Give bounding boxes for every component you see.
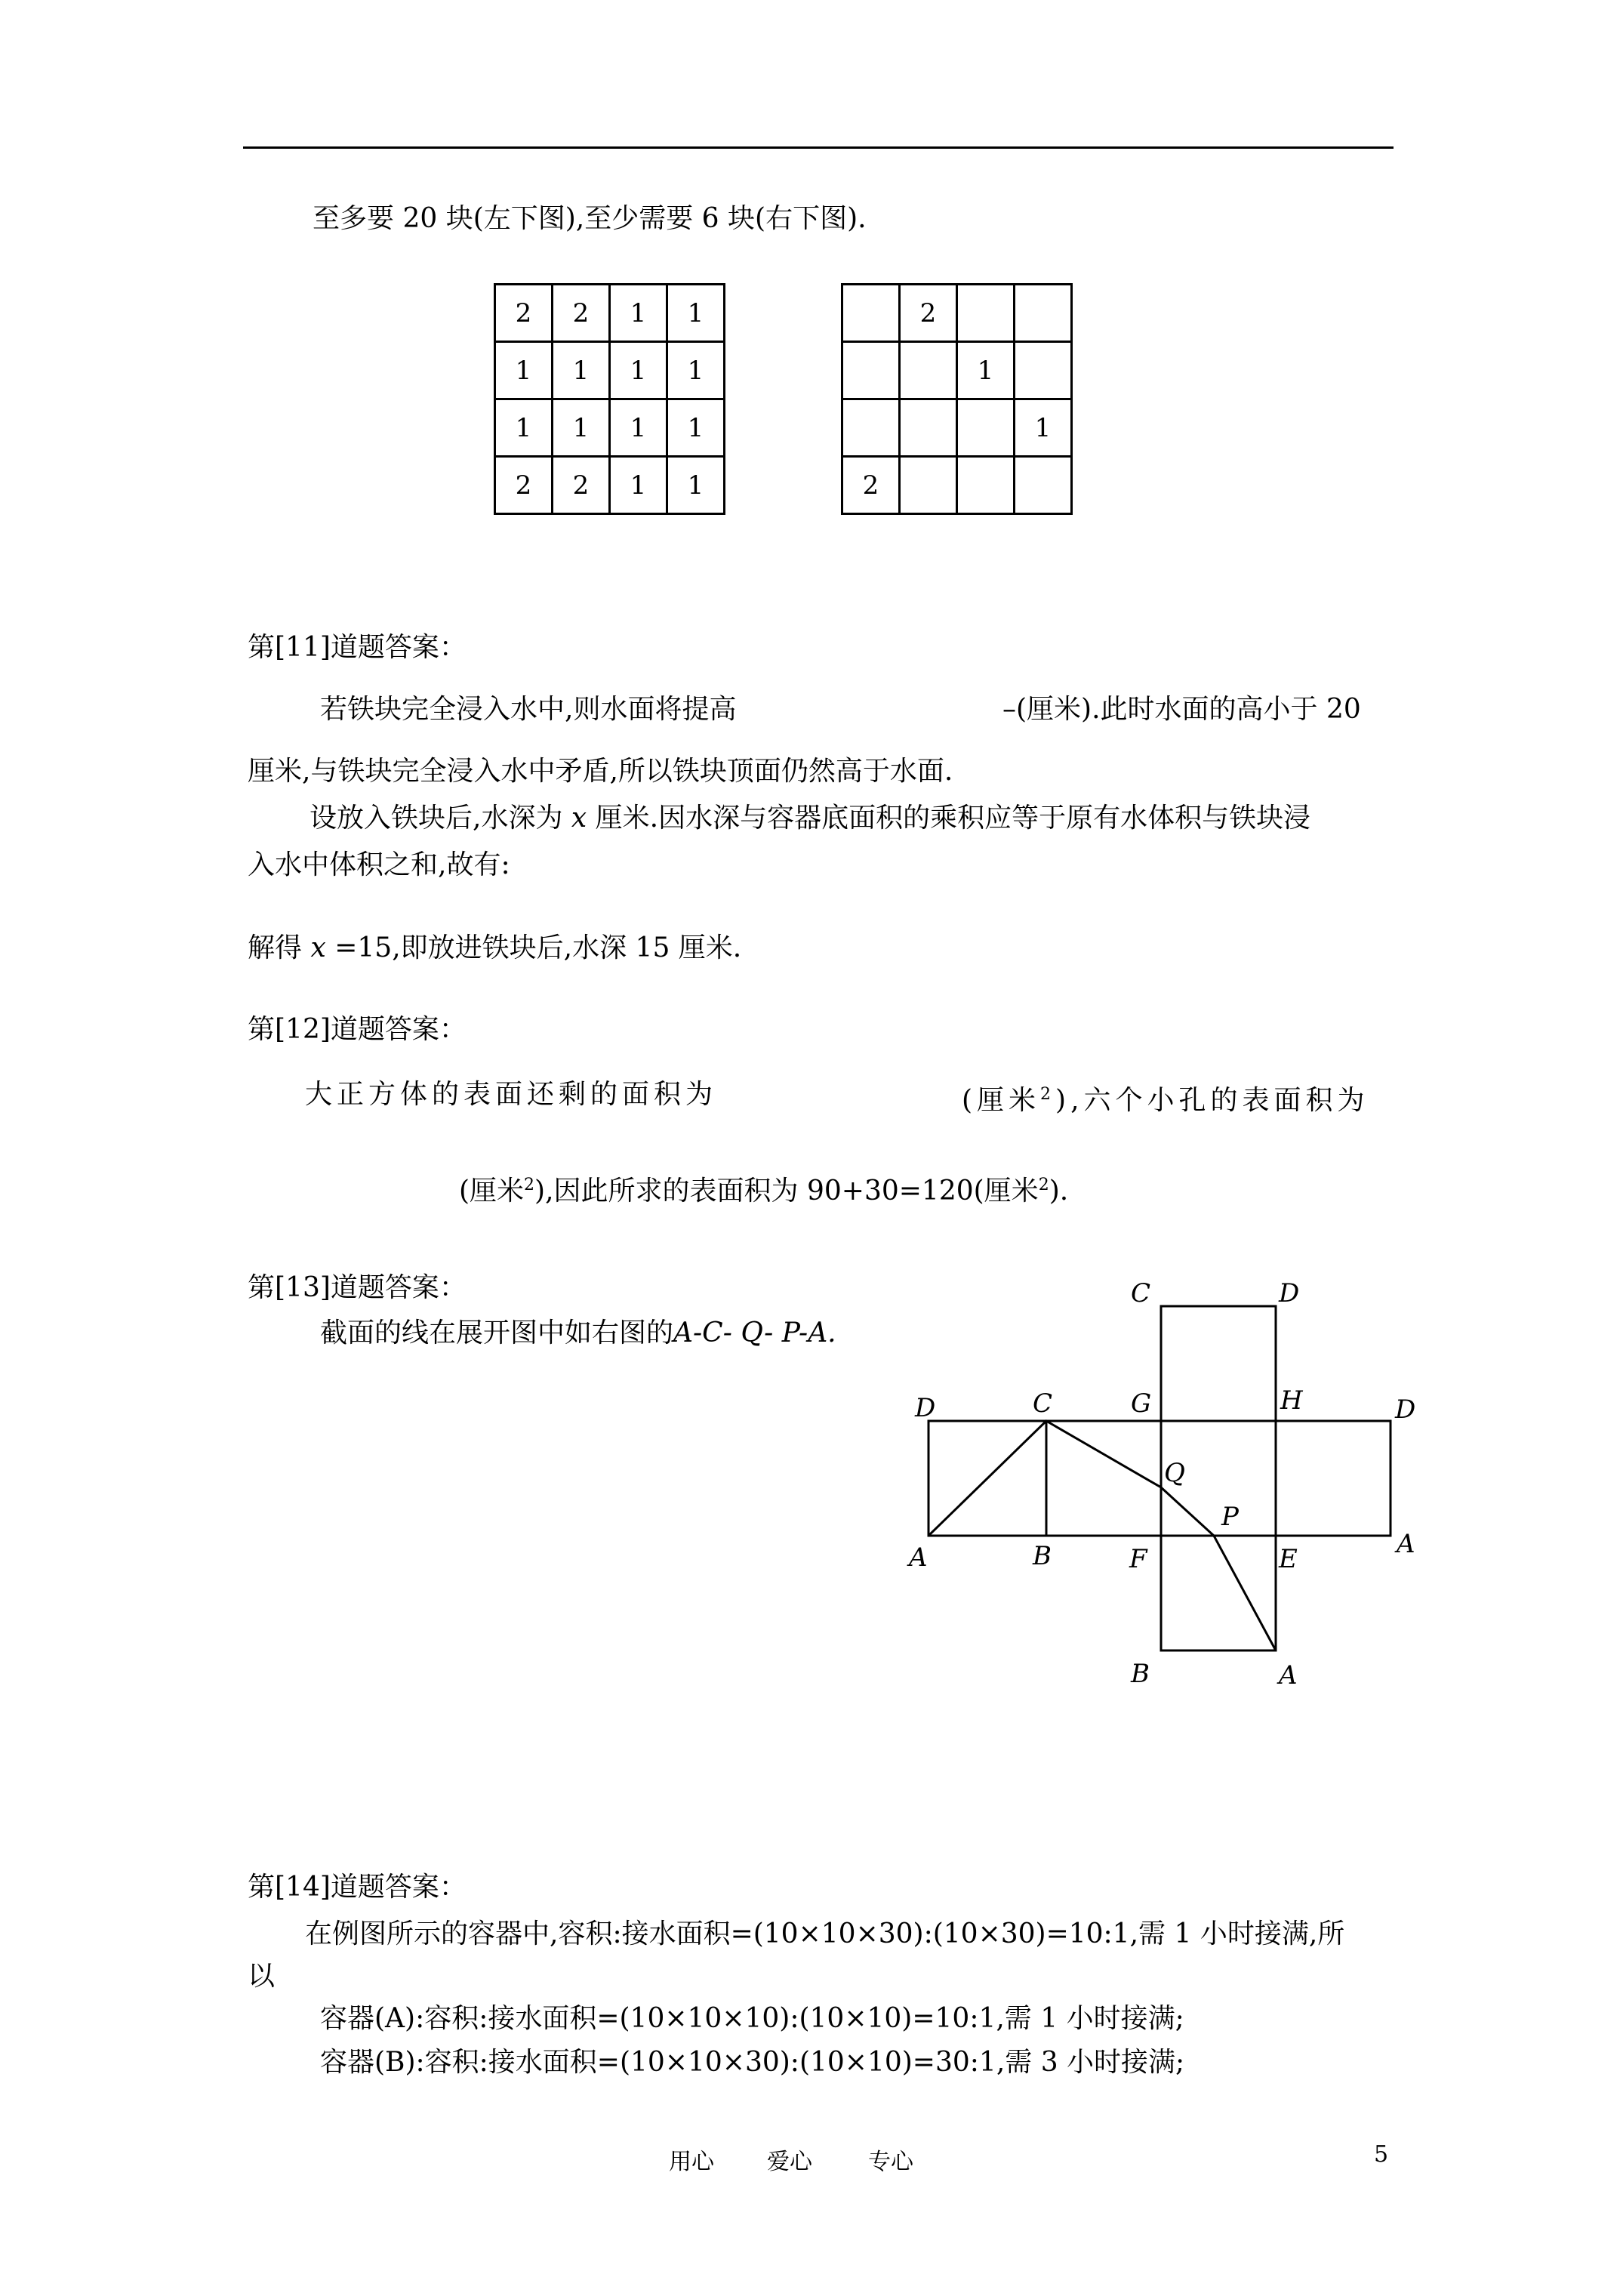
grid-cell bbox=[957, 285, 1015, 342]
grid-cell: 1 bbox=[495, 399, 553, 457]
q11-line5-a: 解得 bbox=[248, 932, 303, 963]
grid-cell: 1 bbox=[553, 342, 610, 399]
q11-line5 bbox=[248, 932, 741, 965]
grid-cell: 2 bbox=[495, 285, 553, 342]
q12-line1b-c: ),六个小孔的表面积为 bbox=[1055, 1085, 1369, 1116]
q14-line1: 在例图所示的容器中,容积:接水面积=(10×10×30):(10×30)=10:1,需 1 小时接满,所 bbox=[305, 1918, 1345, 1949]
grid-right bbox=[841, 283, 1073, 515]
label-c-mid: C bbox=[1033, 1388, 1053, 1419]
q14-title: 第[14]道题答案： bbox=[248, 1872, 467, 1903]
label-a-bottom: A bbox=[1279, 1660, 1298, 1690]
q12-line2-b: ),因此所求的表面积为 90+30=120(厘米 bbox=[534, 1176, 1039, 1207]
q14-line1b: 以 bbox=[248, 1961, 276, 1992]
label-g: G bbox=[1131, 1388, 1152, 1419]
grid-cell: 2 bbox=[495, 457, 553, 514]
grid-cell bbox=[1015, 285, 1072, 342]
grid-cell bbox=[842, 399, 900, 457]
label-b-bottom: B bbox=[1131, 1659, 1150, 1689]
label-q: Q bbox=[1164, 1458, 1185, 1488]
page-number: 5 bbox=[1374, 2141, 1389, 2168]
grid-cell bbox=[900, 457, 957, 514]
label-d-top: D bbox=[1279, 1278, 1300, 1308]
grid-cell: 2 bbox=[900, 285, 957, 342]
q11-line1b: –(厘米).此时水面的高小于 20 bbox=[1002, 694, 1361, 725]
grid-cell: 1 bbox=[667, 342, 725, 399]
label-a-left: A bbox=[909, 1542, 928, 1573]
q12-line1b-sup: 2 bbox=[1040, 1085, 1056, 1104]
q11-line2: 厘米,与铁块完全浸入水中矛盾,所以铁块顶面仍然高于水面. bbox=[248, 756, 953, 787]
q13-line1-a: 截面的线在展开图中如右图的 bbox=[320, 1318, 674, 1348]
label-a-right: A bbox=[1397, 1529, 1415, 1559]
q12-line2-sup2: 2 bbox=[1038, 1176, 1049, 1194]
grid-cell: 1 bbox=[610, 399, 667, 457]
q12-title: 第[12]道题答案： bbox=[248, 1014, 467, 1045]
q12-line2-sup: 2 bbox=[524, 1176, 535, 1194]
q11-line3 bbox=[310, 802, 1310, 835]
grid-cell: 2 bbox=[842, 457, 900, 514]
q11-line3-b: 厘米.因水深与容器底面积的乘积应等于原有水体积与铁块浸 bbox=[595, 803, 1311, 834]
grid-cell: 1 bbox=[553, 399, 610, 457]
grid-left bbox=[494, 283, 725, 515]
grid-cell bbox=[842, 342, 900, 399]
label-d-left: D bbox=[915, 1393, 936, 1423]
net-face-top bbox=[1161, 1306, 1276, 1421]
grid-cell: 1 bbox=[667, 285, 725, 342]
variable-x: x bbox=[310, 932, 326, 963]
q11-line4: 入水中体积之和,故有: bbox=[248, 849, 510, 880]
grid-cell bbox=[900, 399, 957, 457]
grid-cell: 1 bbox=[495, 342, 553, 399]
q12-line1b-a: (厘米 bbox=[962, 1085, 1041, 1116]
q14-line2: 容器(A):容积:接水面积=(10×10×10):(10×10)=10:1,需 1 小时接满; bbox=[320, 2003, 1184, 2034]
grid-cell bbox=[1015, 457, 1072, 514]
net-face-bottom bbox=[1161, 1536, 1276, 1650]
grid-cell: 1 bbox=[1015, 399, 1072, 457]
grid-cell bbox=[957, 399, 1015, 457]
label-e: E bbox=[1279, 1544, 1298, 1574]
label-p: P bbox=[1221, 1502, 1239, 1532]
footer-word-b: 爱心 bbox=[767, 2149, 812, 2175]
q11-line3-a: 设放入铁块后,水深为 bbox=[310, 803, 563, 834]
label-f: F bbox=[1129, 1544, 1147, 1574]
q14-line3: 容器(B):容积:接水面积=(10×10×30):(10×10)=30:1,需 3 小时接满; bbox=[320, 2047, 1185, 2078]
grid-cell: 1 bbox=[610, 285, 667, 342]
grid-cell bbox=[842, 285, 900, 342]
footer-word-a: 用心 bbox=[669, 2149, 714, 2175]
cube-net-diagram bbox=[891, 1268, 1434, 1706]
grid-cell bbox=[900, 342, 957, 399]
q13-path: A-C- Q- P-A. bbox=[673, 1318, 836, 1348]
q11-title: 第[11]道题答案： bbox=[248, 632, 467, 663]
header-rule bbox=[243, 146, 1394, 149]
grid-cell: 1 bbox=[667, 457, 725, 514]
q13-line1 bbox=[320, 1317, 836, 1350]
grid-cell: 1 bbox=[610, 457, 667, 514]
q12-line1a: 大正方体的表面还剩的面积为 bbox=[305, 1079, 718, 1110]
q11-line5-b: =15,即放进铁块后,水深 15 厘米. bbox=[334, 932, 742, 963]
label-c-top: C bbox=[1131, 1278, 1151, 1308]
q12-line2-a: (厘米 bbox=[459, 1176, 525, 1207]
grid-cell: 1 bbox=[667, 399, 725, 457]
grid-cell bbox=[1015, 342, 1072, 399]
q12-line2-c: ). bbox=[1049, 1176, 1069, 1207]
label-d-right: D bbox=[1395, 1395, 1416, 1425]
label-b-mid: B bbox=[1033, 1541, 1052, 1571]
grid-cell: 2 bbox=[553, 285, 610, 342]
grid-cell: 2 bbox=[553, 457, 610, 514]
q13-title: 第[13]道题答案： bbox=[248, 1272, 467, 1303]
grid-cell: 1 bbox=[957, 342, 1015, 399]
grid-cell: 1 bbox=[610, 342, 667, 399]
net-face-row bbox=[929, 1421, 1390, 1536]
grid-cell bbox=[957, 457, 1015, 514]
label-h: H bbox=[1280, 1385, 1303, 1416]
q11-line1a: 若铁块完全浸入水中,则水面将提高 bbox=[320, 694, 737, 725]
q12-line2 bbox=[459, 1169, 1068, 1208]
variable-x: x bbox=[571, 803, 587, 834]
intro-line: 至多要 20 块(左下图),至少需要 6 块(右下图). bbox=[313, 203, 867, 234]
q12-line1b bbox=[962, 1078, 1369, 1117]
q11-line1b-text: (厘米).此时水面的高小于 20 bbox=[1016, 694, 1361, 725]
footer-word-c: 专心 bbox=[868, 2149, 913, 2175]
